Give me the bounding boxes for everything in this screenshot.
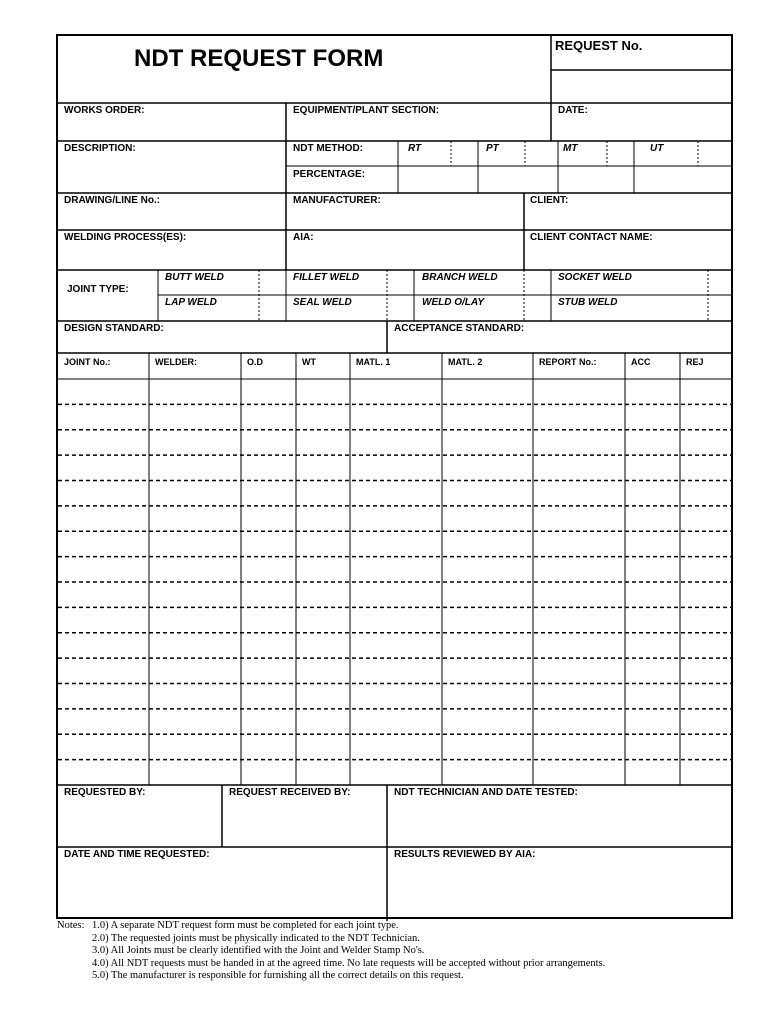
table-row[interactable]: [58, 683, 733, 708]
requested-by-label: REQUESTED BY:: [64, 787, 146, 798]
design-standard-field[interactable]: [58, 321, 387, 353]
joint-type-fillet-weld: FILLET WELD: [293, 272, 360, 283]
equipment-label: EQUIPMENT/PLANT SECTION:: [293, 105, 440, 116]
aia-field[interactable]: [287, 230, 524, 270]
ndt-method-ut: UT: [650, 143, 664, 154]
welding-process-field[interactable]: [58, 230, 286, 270]
joint-type-weld-olay: WELD O/LAY: [422, 297, 485, 308]
acceptance-standard-label: ACCEPTANCE STANDARD:: [394, 323, 525, 334]
note-item: 3.0) All Joints must be clearly identified with the Joint and Welder Stamp No's.: [92, 945, 425, 956]
notes-label: Notes:: [57, 920, 85, 931]
description-field[interactable]: [58, 141, 286, 193]
results-reviewed-field[interactable]: [388, 847, 733, 919]
butt-weld-checkbox[interactable]: [259, 270, 286, 295]
mt-percentage-field[interactable]: [558, 166, 634, 193]
table-row[interactable]: [58, 708, 733, 733]
table-row[interactable]: [58, 733, 733, 758]
equipment-field[interactable]: [287, 103, 551, 141]
works-order-label: WORKS ORDER:: [64, 105, 145, 116]
request-no-field[interactable]: [552, 71, 733, 103]
table-row[interactable]: [58, 582, 733, 607]
table-row[interactable]: [58, 480, 733, 505]
acceptance-standard-field[interactable]: [388, 321, 733, 353]
table-row[interactable]: [58, 556, 733, 581]
drawing-label: DRAWING/LINE No.:: [64, 195, 161, 206]
manufacturer-field[interactable]: [287, 193, 524, 230]
rt-checkbox[interactable]: [451, 142, 477, 166]
table-row[interactable]: [58, 632, 733, 657]
table-row[interactable]: [58, 759, 733, 784]
mt-checkbox[interactable]: [607, 142, 634, 166]
pt-percentage-field[interactable]: [478, 166, 558, 193]
col-matl-1: MATL. 1: [356, 357, 391, 367]
col-wt: WT: [302, 357, 316, 367]
ndt-method-label: NDT METHOD:: [293, 143, 363, 154]
col-od: O.D: [247, 357, 264, 367]
ndt-method-pt: PT: [486, 143, 499, 154]
date-label: DATE:: [558, 105, 588, 116]
aia-label: AIA:: [293, 232, 314, 243]
weld-olay-checkbox[interactable]: [524, 295, 551, 321]
ndt-request-form: [56, 34, 733, 919]
table-row[interactable]: [58, 379, 733, 404]
joint-table-body: [58, 379, 733, 784]
design-standard-label: DESIGN STANDARD:: [64, 323, 164, 334]
col-report-no: REPORT No.:: [539, 357, 597, 367]
note-item: 5.0) The manufacturer is responsible for furnishing all the correct details on this request.: [92, 970, 464, 981]
note-row: [57, 958, 757, 971]
note-row: [57, 933, 757, 946]
note-row: [57, 920, 757, 933]
table-row[interactable]: [58, 455, 733, 480]
date-time-requested-label: DATE AND TIME REQUESTED:: [64, 849, 210, 860]
note-item: 2.0) The requested joints must be physically indicated to the NDT Technician.: [92, 932, 420, 944]
col-rej: REJ: [686, 357, 704, 367]
note-row: [57, 970, 757, 983]
joint-type-lap-weld: LAP WELD: [165, 297, 217, 308]
joint-type-branch-weld: BRANCH WELD: [422, 272, 498, 283]
request-no-label: REQUEST No.: [555, 38, 643, 53]
table-row[interactable]: [58, 531, 733, 556]
request-received-by-field[interactable]: [223, 785, 387, 846]
notes-section: [57, 920, 757, 983]
table-row[interactable]: [58, 430, 733, 455]
col-joint-no: JOINT No.:: [64, 357, 111, 367]
note-item: 1.0) A separate NDT request form must be completed for each joint type.: [92, 920, 399, 931]
requested-by-field[interactable]: [58, 785, 222, 846]
request-received-by-label: REQUEST RECEIVED BY:: [229, 787, 351, 798]
joint-type-label: JOINT TYPE:: [67, 284, 129, 295]
works-order-field[interactable]: [58, 103, 286, 141]
date-field[interactable]: [552, 103, 733, 141]
pt-checkbox[interactable]: [525, 142, 549, 166]
table-row[interactable]: [58, 506, 733, 531]
date-time-requested-field[interactable]: [58, 847, 387, 919]
note-item: 4.0) All NDT requests must be handed in at the agreed time. No late requests will be accepted without prior arrangements.: [92, 957, 606, 969]
client-contact-label: CLIENT CONTACT NAME:: [530, 232, 653, 243]
ndt-technician-field[interactable]: [388, 785, 733, 846]
table-row[interactable]: [58, 404, 733, 429]
percentage-label: PERCENTAGE:: [293, 169, 366, 180]
table-row[interactable]: [58, 657, 733, 682]
drawing-field[interactable]: [58, 193, 286, 230]
description-label: DESCRIPTION:: [64, 143, 136, 154]
rt-percentage-field[interactable]: [398, 166, 478, 193]
manufacturer-label: MANUFACTURER:: [293, 195, 381, 206]
ut-checkbox[interactable]: [698, 142, 733, 166]
ndt-method-rt: RT: [408, 143, 422, 154]
results-reviewed-label: RESULTS REVIEWED BY AIA:: [394, 849, 536, 860]
joint-type-seal-weld: SEAL WELD: [293, 297, 352, 308]
joint-type-socket-weld: SOCKET WELD: [558, 272, 632, 283]
client-contact-field[interactable]: [525, 230, 733, 270]
form-title: NDT REQUEST FORM: [134, 45, 384, 72]
col-matl-2: MATL. 2: [448, 357, 483, 367]
welding-process-label: WELDING PROCESS(ES):: [64, 232, 187, 243]
seal-weld-checkbox[interactable]: [387, 295, 414, 321]
client-label: CLIENT:: [530, 195, 569, 206]
col-acc: ACC: [631, 357, 651, 367]
joint-type-butt-weld: BUTT WELD: [165, 272, 224, 283]
fillet-weld-checkbox[interactable]: [387, 270, 414, 295]
client-field[interactable]: [525, 193, 733, 230]
branch-weld-checkbox[interactable]: [524, 270, 551, 295]
socket-weld-checkbox[interactable]: [708, 270, 733, 295]
col-welder: WELDER:: [155, 357, 197, 367]
joint-type-stub-weld: STUB WELD: [558, 297, 618, 308]
stub-weld-checkbox[interactable]: [708, 295, 733, 321]
ndt-technician-label: NDT TECHNICIAN AND DATE TESTED:: [394, 787, 578, 798]
ut-percentage-field[interactable]: [634, 166, 733, 193]
note-row: [57, 945, 757, 958]
ndt-method-mt: MT: [563, 143, 578, 154]
lap-weld-checkbox[interactable]: [259, 295, 286, 321]
table-row[interactable]: [58, 607, 733, 632]
